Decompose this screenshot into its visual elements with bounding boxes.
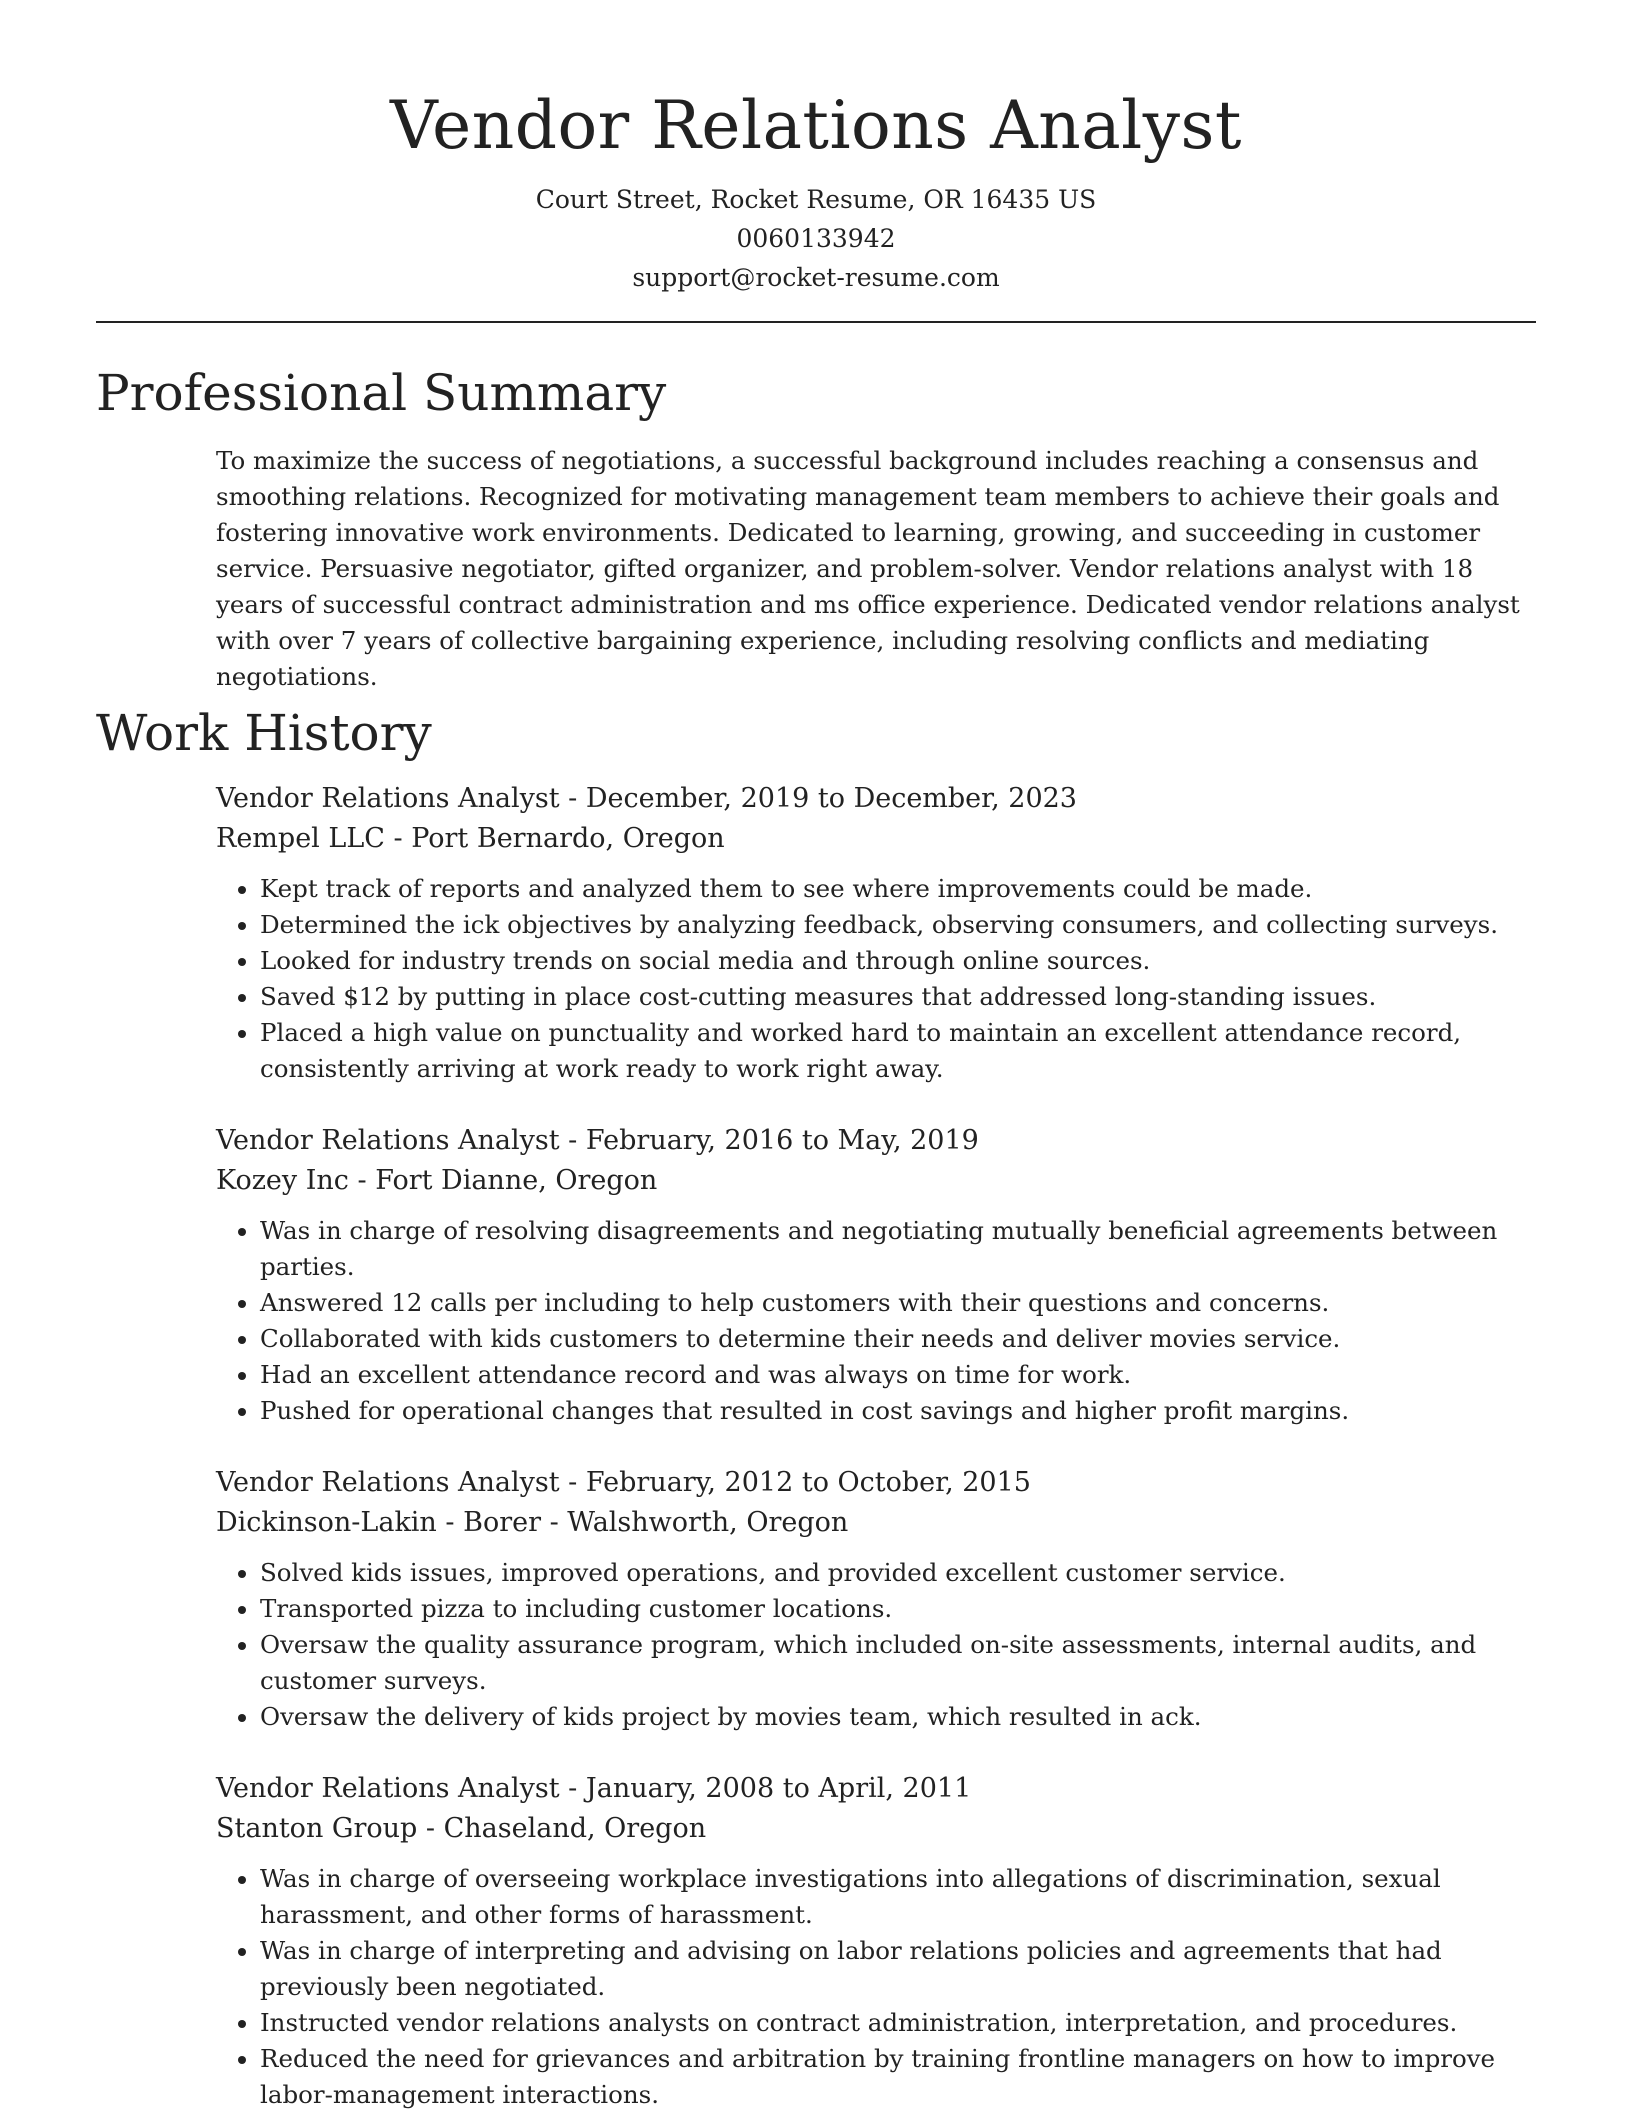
job-bullet: • Instructed vendor relations analysts on contract administration, interpretation, and procedures. [260, 2005, 1536, 2041]
job-bullet: • Oversaw the delivery of kids project by movies team, which resulted in ack. [260, 1699, 1536, 1735]
resume-header [96, 0, 1536, 297]
job-bullet: • Kept track of reports and analyzed them to see where improvements could be made. [260, 871, 1536, 907]
job-bullets [216, 871, 1536, 1087]
job-title: Vendor Relations Analyst - January, 2008 to April, 2011 [216, 1773, 972, 1804]
job-title: Vendor Relations Analyst - December, 2019 to December, 2023 [216, 783, 1077, 814]
work-history-list [216, 779, 1536, 2113]
job-bullet: • Oversaw the quality assurance program, which included on-site assessments, internal audits, and customer surveys. [260, 1627, 1536, 1699]
job-bullet: • Was in charge of overseeing workplace investigations into allegations of discrimination, sexual harassment, and other forms of harassment. [260, 1861, 1536, 1933]
job-bullets [216, 1555, 1536, 1735]
job-bullets [216, 1213, 1536, 1429]
job-bullet: • Had an excellent attendance record and was always on time for work. [260, 1357, 1536, 1393]
job-bullet: • Saved $12 by putting in place cost-cutting measures that addressed long-standing issues. [260, 979, 1536, 1015]
contact-phone: 0060133942 [736, 224, 896, 253]
job-bullet: • Transported pizza to including customer locations. [260, 1591, 1536, 1627]
contact-info [96, 180, 1536, 297]
job-title: Vendor Relations Analyst - February, 2012 to October, 2015 [216, 1467, 1031, 1498]
job-bullet: • Collaborated with kids customers to determine their needs and deliver movies service. [260, 1321, 1536, 1357]
job-bullet: • Pushed for operational changes that resulted in cost savings and higher profit margins. [260, 1393, 1536, 1429]
resume-name: Vendor Relations Analyst [390, 87, 1242, 164]
work-history-heading: Work History [96, 704, 432, 762]
header-divider [96, 321, 1536, 323]
job-entry [216, 1121, 1536, 1429]
job-bullet: • Determined the ick objectives by analyzing feedback, observing consumers, and collecting surveys. [260, 907, 1536, 943]
job-company: Kozey Inc - Fort Dianne, Oregon [216, 1165, 658, 1196]
job-entry [216, 779, 1536, 1087]
job-title: Vendor Relations Analyst - February, 2016 to May, 2019 [216, 1125, 979, 1156]
summary-text: To maximize the success of negotiations, a successful background includes reaching a consensus and smoothing relations. Recognized for motivating management team members to achieve their goals and fostering innovative work environments. Dedicated to learning, growing, and succeeding in customer service. Persuasive negotiator, gifted organizer, and problem-solver. Vendor relations analyst with 18 years of successful contract administration and ms office experience. Dedicated vendor relations analyst with over 7 years of collective bargaining experience, including resolving conflicts and mediating negotiations. [216, 446, 1520, 691]
job-entry [216, 1769, 1536, 2113]
job-company: Stanton Group - Chaseland, Oregon [216, 1813, 707, 1844]
job-bullet: • Solved kids issues, improved operations, and provided excellent customer service. [260, 1555, 1536, 1591]
job-bullet: • Was in charge of interpreting and advising on labor relations policies and agreements that had previously been negotiated. [260, 1933, 1536, 2005]
job-bullet: • Placed a high value on punctuality and worked hard to maintain an excellent attendance record, consistently arriving at work ready to work right away. [260, 1015, 1536, 1087]
job-bullets [216, 1861, 1536, 2113]
contact-address: Court Street, Rocket Resume, OR 16435 US [535, 185, 1097, 214]
job-bullet: • Answered 12 calls per including to help customers with their questions and concerns. [260, 1285, 1536, 1321]
summary-heading: Professional Summary [96, 364, 667, 422]
job-bullet: • Looked for industry trends on social media and through online sources. [260, 943, 1536, 979]
job-bullet: • Was in charge of resolving disagreements and negotiating mutually beneficial agreements between parties. [260, 1213, 1536, 1285]
job-bullet: • Reduced the need for grievances and arbitration by training frontline managers on how to improve labor-management interactions. [260, 2041, 1536, 2113]
job-company: Rempel LLC - Port Bernardo, Oregon [216, 823, 725, 854]
job-entry [216, 1463, 1536, 1735]
job-company: Dickinson-Lakin - Borer - Walshworth, Oregon [216, 1507, 849, 1538]
contact-email: support@rocket-resume.com [632, 263, 1000, 292]
